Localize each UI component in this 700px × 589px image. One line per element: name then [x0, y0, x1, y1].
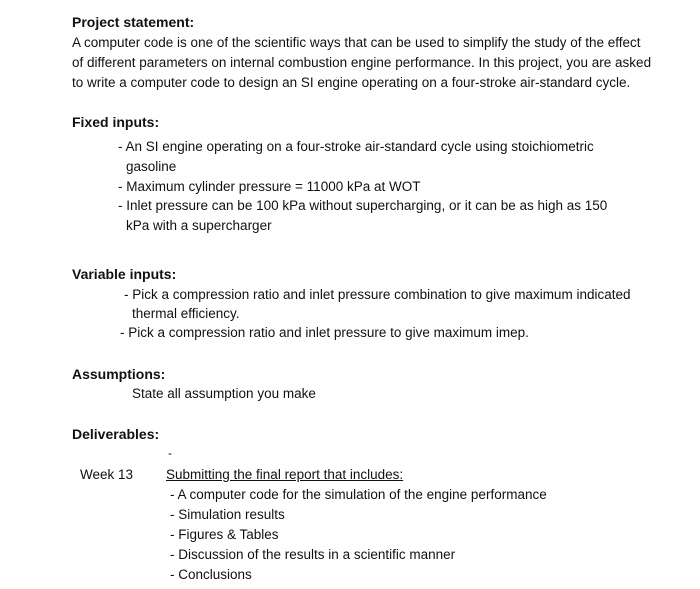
- fixed-inputs-heading: Fixed inputs:: [72, 114, 160, 130]
- fixed-input-line-1: - An SI engine operating on a four-stroke air-standard cycle using stoichiometric: [118, 139, 594, 154]
- deliverables-week: Week 13: [80, 467, 134, 482]
- project-statement-line-1: A computer code is one of the scientific ways that can be used to simplify the study of the effect: [72, 35, 641, 50]
- variable-input-line-2: thermal efficiency.: [132, 306, 240, 321]
- variable-inputs-heading: Variable inputs:: [72, 266, 177, 282]
- fixed-input-line-4: - Inlet pressure can be 100 kPa without supercharging, or it can be as high as 150: [118, 198, 608, 213]
- variable-input-line-1: - Pick a compression ratio and inlet pressure combination to give maximum indicated: [124, 287, 631, 302]
- deliverables-title: Submitting the final report that includes:: [166, 467, 404, 482]
- project-statement-heading: Project statement:: [72, 14, 195, 30]
- deliverable-item-2: - Simulation results: [170, 507, 285, 522]
- variable-input-line-3: - Pick a compression ratio and inlet pressure to give maximum imep.: [120, 325, 529, 340]
- fixed-input-line-5: kPa with a supercharger: [126, 218, 272, 233]
- deliverable-item-4: - Discussion of the results in a scientific manner: [170, 547, 456, 562]
- assumptions-heading: Assumptions:: [72, 366, 166, 382]
- deliverable-item-1: - A computer code for the simulation of the engine performance: [170, 487, 547, 502]
- project-statement-line-3: to write a computer code to design an SI engine operating on a four-stroke air-standard cycle.: [72, 75, 631, 90]
- deliverable-item-3: - Figures & Tables: [170, 527, 279, 542]
- assumptions-text: State all assumption you make: [132, 386, 316, 401]
- deliverable-item-5: - Conclusions: [170, 567, 252, 582]
- project-statement-line-2: of different parameters on internal combustion engine performance. In this project, you are asked: [72, 55, 652, 70]
- fixed-input-line-3: - Maximum cylinder pressure = 11000 kPa at WOT: [118, 179, 421, 194]
- deliverables-dash: -: [168, 446, 172, 460]
- fixed-input-line-2: gasoline: [126, 159, 177, 174]
- deliverables-heading: Deliverables:: [72, 426, 160, 442]
